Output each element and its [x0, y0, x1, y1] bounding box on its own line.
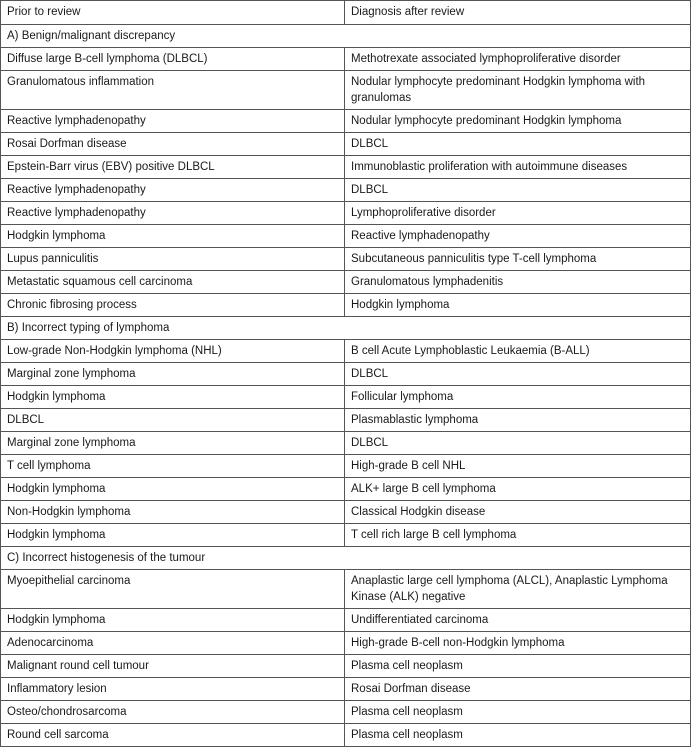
- prior-diagnosis-cell: Adenocarcinoma: [1, 632, 345, 655]
- section-title: C) Incorrect histogenesis of the tumour: [1, 547, 691, 570]
- prior-diagnosis-cell: Reactive lymphadenopathy: [1, 110, 345, 133]
- revised-diagnosis-cell: High-grade B-cell non-Hodgkin lymphoma: [345, 632, 691, 655]
- revised-diagnosis-cell: Plasma cell neoplasm: [345, 701, 691, 724]
- prior-diagnosis-cell: Non-Hodgkin lymphoma: [1, 501, 345, 524]
- revised-diagnosis-cell: T cell rich large B cell lymphoma: [345, 524, 691, 547]
- table-row: [1, 294, 691, 317]
- table-row: [1, 570, 691, 609]
- revised-diagnosis-cell: B cell Acute Lymphoblastic Leukaemia (B-ALL): [345, 340, 691, 363]
- table-row: [1, 655, 691, 678]
- prior-diagnosis-cell: Reactive lymphadenopathy: [1, 202, 345, 225]
- table-row: [1, 386, 691, 409]
- prior-diagnosis-cell: Hodgkin lymphoma: [1, 478, 345, 501]
- prior-diagnosis-cell: Inflammatory lesion: [1, 678, 345, 701]
- prior-diagnosis-cell: Hodgkin lymphoma: [1, 524, 345, 547]
- table-row: [1, 363, 691, 386]
- prior-diagnosis-cell: Hodgkin lymphoma: [1, 609, 345, 632]
- table-row: [1, 133, 691, 156]
- table-row: [1, 340, 691, 363]
- prior-diagnosis-cell: Malignant round cell tumour: [1, 655, 345, 678]
- prior-diagnosis-cell: Rosai Dorfman disease: [1, 133, 345, 156]
- table-row: [1, 724, 691, 747]
- prior-diagnosis-cell: Hodgkin lymphoma: [1, 225, 345, 248]
- prior-diagnosis-cell: Myoepithelial carcinoma: [1, 570, 345, 609]
- table-row: [1, 271, 691, 294]
- header-row: [1, 1, 691, 25]
- prior-diagnosis-cell: Marginal zone lymphoma: [1, 363, 345, 386]
- revised-diagnosis-cell: Follicular lymphoma: [345, 386, 691, 409]
- prior-diagnosis-cell: Epstein-Barr virus (EBV) positive DLBCL: [1, 156, 345, 179]
- prior-diagnosis-cell: DLBCL: [1, 409, 345, 432]
- revised-diagnosis-cell: Lymphoproliferative disorder: [345, 202, 691, 225]
- revised-diagnosis-cell: Undifferentiated carcinoma: [345, 609, 691, 632]
- prior-diagnosis-cell: Granulomatous inflammation: [1, 71, 345, 110]
- table-row: [1, 248, 691, 271]
- revised-diagnosis-cell: Nodular lymphocyte predominant Hodgkin lymphoma: [345, 110, 691, 133]
- table-row: [1, 455, 691, 478]
- prior-diagnosis-cell: Lupus panniculitis: [1, 248, 345, 271]
- section-row: [1, 317, 691, 340]
- table-row: [1, 678, 691, 701]
- prior-diagnosis-cell: Low-grade Non-Hodgkin lymphoma (NHL): [1, 340, 345, 363]
- revised-diagnosis-cell: Hodgkin lymphoma: [345, 294, 691, 317]
- table-row: [1, 701, 691, 724]
- prior-diagnosis-cell: Diffuse large B-cell lymphoma (DLBCL): [1, 48, 345, 71]
- table-row: [1, 110, 691, 133]
- section-title: B) Incorrect typing of lymphoma: [1, 317, 691, 340]
- table-row: [1, 225, 691, 248]
- revised-diagnosis-cell: Subcutaneous panniculitis type T-cell lymphoma: [345, 248, 691, 271]
- revised-diagnosis-cell: Immunoblastic proliferation with autoimmune diseases: [345, 156, 691, 179]
- revised-diagnosis-cell: Methotrexate associated lymphoproliferative disorder: [345, 48, 691, 71]
- table-row: [1, 48, 691, 71]
- prior-diagnosis-cell: Marginal zone lymphoma: [1, 432, 345, 455]
- prior-diagnosis-cell: Chronic fibrosing process: [1, 294, 345, 317]
- revised-diagnosis-cell: ALK+ large B cell lymphoma: [345, 478, 691, 501]
- table-row: [1, 501, 691, 524]
- header-prior-to-review: Prior to review: [1, 1, 345, 25]
- prior-diagnosis-cell: Hodgkin lymphoma: [1, 386, 345, 409]
- revised-diagnosis-cell: DLBCL: [345, 363, 691, 386]
- revised-diagnosis-cell: Plasma cell neoplasm: [345, 655, 691, 678]
- prior-diagnosis-cell: T cell lymphoma: [1, 455, 345, 478]
- table-row: [1, 632, 691, 655]
- revised-diagnosis-cell: High-grade B cell NHL: [345, 455, 691, 478]
- table-row: [1, 478, 691, 501]
- revised-diagnosis-cell: Classical Hodgkin disease: [345, 501, 691, 524]
- table-row: [1, 524, 691, 547]
- prior-diagnosis-cell: Round cell sarcoma: [1, 724, 345, 747]
- table-row: [1, 71, 691, 110]
- revised-diagnosis-cell: Plasma cell neoplasm: [345, 724, 691, 747]
- section-row: [1, 25, 691, 48]
- revised-diagnosis-cell: Rosai Dorfman disease: [345, 678, 691, 701]
- revised-diagnosis-cell: Granulomatous lymphadenitis: [345, 271, 691, 294]
- section-title: A) Benign/malignant discrepancy: [1, 25, 691, 48]
- prior-diagnosis-cell: Osteo/chondrosarcoma: [1, 701, 345, 724]
- table-row: [1, 156, 691, 179]
- table-row: [1, 609, 691, 632]
- prior-diagnosis-cell: Reactive lymphadenopathy: [1, 179, 345, 202]
- revised-diagnosis-cell: DLBCL: [345, 179, 691, 202]
- revised-diagnosis-cell: Nodular lymphocyte predominant Hodgkin lymphoma with granulomas: [345, 71, 691, 110]
- table-row: [1, 409, 691, 432]
- header-diagnosis-after-review: Diagnosis after review: [345, 1, 691, 25]
- table-row: [1, 202, 691, 225]
- revised-diagnosis-cell: DLBCL: [345, 432, 691, 455]
- section-row: [1, 547, 691, 570]
- revised-diagnosis-cell: Anaplastic large cell lymphoma (ALCL), Anaplastic Lymphoma Kinase (ALK) negative: [345, 570, 691, 609]
- revised-diagnosis-cell: DLBCL: [345, 133, 691, 156]
- revised-diagnosis-cell: Reactive lymphadenopathy: [345, 225, 691, 248]
- table-body: [1, 25, 691, 747]
- table-row: [1, 179, 691, 202]
- revised-diagnosis-cell: Plasmablastic lymphoma: [345, 409, 691, 432]
- table-row: [1, 432, 691, 455]
- prior-diagnosis-cell: Metastatic squamous cell carcinoma: [1, 271, 345, 294]
